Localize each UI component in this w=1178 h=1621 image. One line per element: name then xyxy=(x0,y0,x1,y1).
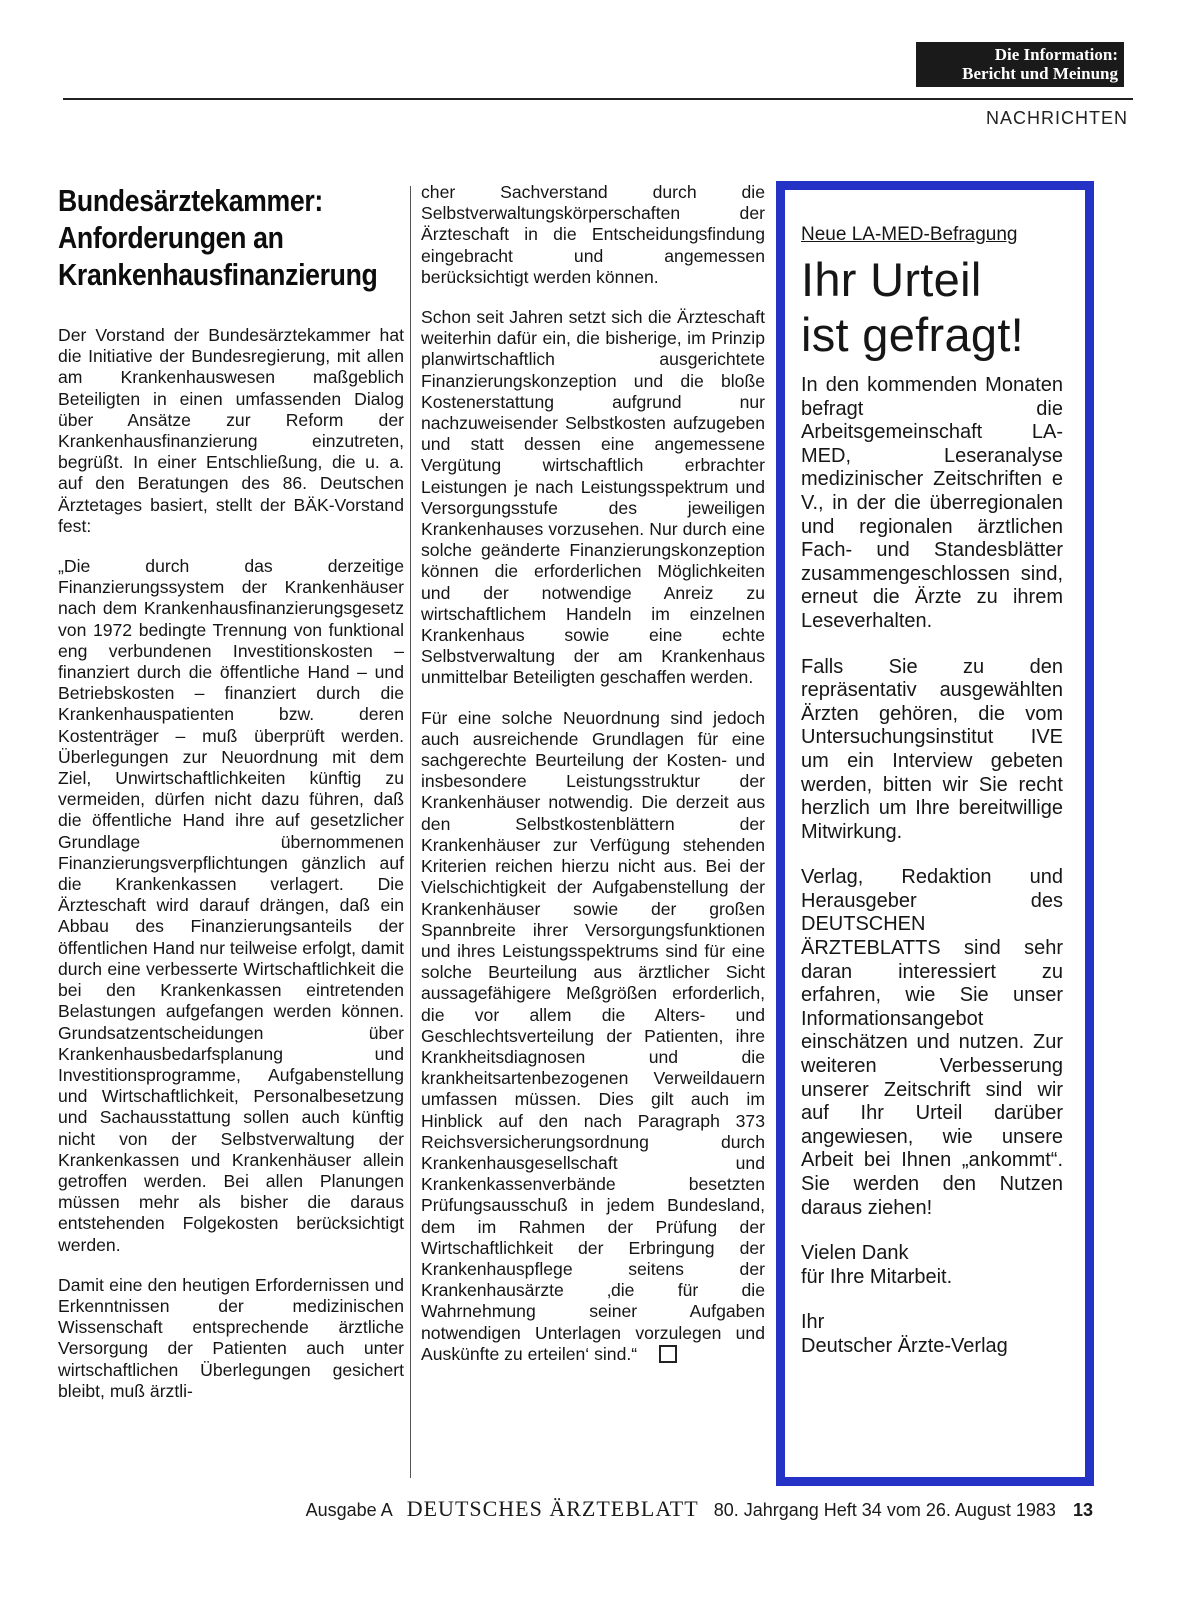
article-paragraph: cher Sachverstand durch die Selbstverwaltungskörperschaften der Ärzteschaft in die Entscheidungsfindung eingebracht und angemessen berücksichtigt werden können. xyxy=(421,182,765,287)
section-badge xyxy=(916,42,1124,87)
survey-notice-box xyxy=(776,181,1094,1486)
article-paragraph-final xyxy=(421,708,765,1365)
notice-paragraph: Verlag, Redaktion und Herausgeber des DEUTSCHEN ÄRZTEBLATTS sind sehr daran interessiert zu erfahren, wie Sie unser Informationsangebot einschätzen und nutzen. Zur weiteren Verbesserung unserer Zeitschrift sind wir auf Ihr Urteil darüber angewiesen, wie unsere Arbeit bei Ihnen „ankommt“. Sie werden den Nutzen daraus ziehen! xyxy=(801,866,1063,1219)
footer-masthead: DEUTSCHES ÄRZTEBLATT xyxy=(406,1496,699,1521)
headline-line-3: Krankenhausfinanzierung xyxy=(58,257,378,292)
headline-line-2: Anforderungen an xyxy=(58,220,284,255)
article-headline xyxy=(58,182,403,293)
thanks-line-2: für Ihre Mitarbeit. xyxy=(801,1265,953,1288)
end-of-article-square-icon xyxy=(659,1345,677,1363)
signature-line-1: Ihr xyxy=(801,1311,825,1334)
article-column-2 xyxy=(421,182,765,1384)
notice-paragraph: In den kommenden Monaten befragt die Arbeitsgemeinschaft LA-MED, Leseranalyse medizinischer Zeitschriften e V., in der die überregionalen und regionalen ärztlichen Fach- und Standesblätter zusammengeschlossen sind, erneut die Ärzte zu ihrem Leseverhalten. xyxy=(801,374,1063,632)
badge-line-2: Bericht und Meinung xyxy=(962,64,1118,83)
footer-issue: 80. Jahrgang Heft 34 vom 26. August 1983 xyxy=(713,1500,1056,1520)
notice-title xyxy=(801,252,1063,362)
notice-title-line-2: ist gefragt! xyxy=(801,308,1025,361)
badge-line-1: Die Information: xyxy=(994,45,1118,64)
headline-line-1: Bundesärztekammer: xyxy=(58,183,323,218)
thanks-line-1: Vielen Dank xyxy=(801,1242,909,1265)
article-paragraph: Schon seit Jahren setzt sich die Ärzteschaft weiterhin dafür ein, die bisherige, im Prinzip planwirtschaftlich ausgerichtete Finanzierungskonzeption und die bloße Kostenerstattung aufgrund nur nachzuweisender Selbstkosten aufzugeben und statt dessen eine angemessene Vergütung wirtschaftlich erbrachter Leistungen je nach Leistungsspektrum und Versorgungsstufe des jeweiligen Krankenhauses vorzusehen. Nur durch eine solche geänderte Finanzierungskonzeption können die erforderlichen Möglichkeiten und der notwendige Anreiz zu wirtschaftlichem Handeln im einzelnen Krankenhaus sowie eine echte Selbstverwaltung der am Krankenhaus unmittelbar Beteiligten geschaffen werden. xyxy=(421,307,765,688)
notice-kicker: Neue LA-MED-Befragung xyxy=(801,224,1018,245)
page-number: 13 xyxy=(1072,1500,1093,1520)
top-rule xyxy=(63,98,1133,100)
footer-edition: Ausgabe A xyxy=(305,1500,392,1520)
survey-notice-content xyxy=(801,224,1063,1381)
section-label: NACHRICHTEN xyxy=(985,108,1128,128)
article-column-1 xyxy=(58,182,404,1421)
notice-paragraph: Falls Sie zu den repräsentativ ausgewählten Ärzten gehören, die vom Untersuchungsinstitut IVE um ein Interview gebeten werden, bitten wir Sie recht herzlich um Ihre bereitwillige Mitwirkung. xyxy=(801,655,1063,843)
notice-thanks xyxy=(801,1242,1063,1289)
signature-line-2: Deutscher Ärzte-Verlag xyxy=(801,1334,1008,1357)
article-paragraph: Der Vorstand der Bundesärztekammer hat die Initiative der Bundesregierung, mit allen am Krankenhauswesen maßgeblich Beteiligten in einen umfassenden Dialog über Ansätze zur Reform der Krankenhausfinanzierung einzutreten, begrüßt. In einer Entschließung, die u. a. auf den Beratungen des 86. Deutschen Ärztetages basiert, stellt der BÄK-Vorstand fest: xyxy=(58,325,404,536)
final-paragraph-text: Für eine solche Neuordnung sind jedoch auch ausreichende Grundlagen für eine sachgerechte Beurteilung der Kosten- und insbesondere Leistungsstruktur der Krankenhäuser notwendig. Die derzeit aus den Selbstkostenblättern der Krankenhäuser zur Verfügung stehenden Kriterien reichen hierzu nicht aus. Bei der Vielschichtigkeit der Aufgabenstellung der Krankenhäuser sowie der großen Spannbreite ihrer Versorgungsfunktionen und ihres Leistungsspektrums sind für eine solche Beurteilung aus ärztlicher Sicht aussagefähigere Meßgrößen erforderlich, die vor allem die Alters- und Geschlechtsverteilung der Patienten, ihre Krankheitsdiagnosen und die krankheitsartenbezogenen Verweildauern umfassen müssen. Dies gilt auch im Hinblick auf den nach Paragraph 373 Reichsversicherungsordnung durch Krankenhausgesellschaft und Krankenkassenverbände besetzten Prüfungsausschuß in jedem Bundesland, dem im Rahmen der Prüfung der Wirtschaftlichkeit der Erbringung der Krankenhauspflege seitens der Krankenhausärzte ‚die für die Wahrnehmung seiner Aufgaben notwendigen Unterlagen vorzulegen und Auskünfte zu erteilen‘ sind.“ xyxy=(421,707,765,1364)
column-divider xyxy=(410,186,411,1478)
notice-signature xyxy=(801,1311,1063,1358)
article-paragraph: Damit eine den heutigen Erfordernissen und Erkenntnissen der medizinischen Wissenschaft entsprechende ärztliche Versorgung der Patienten auch unter wirtschaftlichen Überlegungen gesichert bleibt, muß ärztli- xyxy=(58,1274,404,1401)
article-paragraph: „Die durch das derzeitige Finanzierungssystem der Krankenhäuser nach dem Krankenhausfinanzierungsgesetz von 1972 bedingte Trennung von funktional eng verbundenen Investitionskosten – finanziert durch die öffentliche Hand – und Betriebskosten – finanziert durch die Krankenhauspatienten bzw. deren Kostenträger – muß überprüft werden. Überlegungen zur Neuordnung mit dem Ziel, Unwirtschaftlichkeiten künftig zu vermeiden, dürfen nicht dazu führen, daß die öffentliche Hand ihre auf gesetzlicher Grundlage übernommenen Finanzierungsverpflichtungen gänzlich auf die Krankenkassen verlagert. Die Ärzteschaft wird darauf drängen, daß ein Abbau des Finanzierungsanteils der öffentlichen Hand nur teilweise erfolgt, damit durch eine verbesserte Wirtschaftlichkeit die bei den Krankenkassen eintretenden Belastungen aufgefangen werden können. Grundsatzentscheidungen über Krankenhausbedarfsplanung und Investitionsprogramme, Aufgabenstellung und Wirtschaftlichkeit, Personalbesetzung und Sachausstattung sollen auch künftig nicht von der Selbstverwaltung der Krankenkassen und Krankenhäuser allein getroffen werden. Bei allen Planungen müssen mehr als bisher die daraus entstehenden Folgekosten berücksichtigt werden. xyxy=(58,556,404,1255)
page-footer xyxy=(0,1496,1093,1522)
notice-title-line-1: Ihr Urteil xyxy=(801,253,982,306)
